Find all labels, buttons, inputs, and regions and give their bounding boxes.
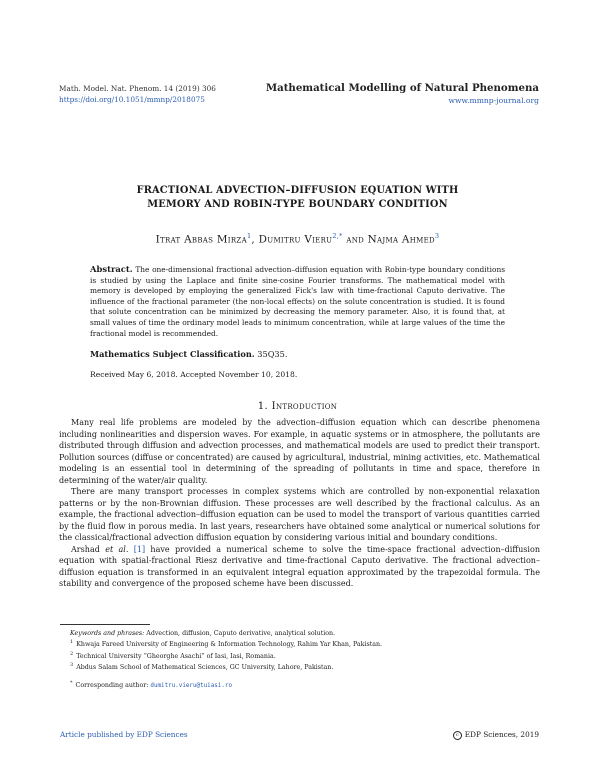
author-2: Dumitru Vieru xyxy=(258,233,333,246)
body-text xyxy=(59,417,540,590)
affiliation-1 xyxy=(70,638,540,650)
affiliation-2-number: 2 xyxy=(70,650,74,657)
keywords-text: Advection, diffusion, Caputo derivative, analytical solution. xyxy=(144,630,336,637)
affiliation-2 xyxy=(70,650,540,662)
corresponding-label: Corresponding author: xyxy=(75,682,151,689)
paragraph-3 xyxy=(59,544,540,590)
footnotes xyxy=(60,629,540,691)
title-line-1: FRACTIONAL ADVECTION–DIFFUSION EQUATION WITH xyxy=(136,185,459,196)
copyright xyxy=(453,730,539,740)
citation: Math. Model. Nat. Phenom. 14 (2019) 306 xyxy=(59,84,216,93)
footnote-rule xyxy=(60,624,150,625)
affiliation-3-text: Abdus Salam School of Mathematical Sciences, GC University, Lahore, Pakistan. xyxy=(76,664,334,672)
author-1-affiliation-ref[interactable]: 1 xyxy=(246,232,252,240)
section-heading: 1. Introduction xyxy=(257,401,338,412)
author-list xyxy=(60,232,535,245)
cited-author: Arshad xyxy=(71,544,106,554)
msc-value: 35Q35. xyxy=(257,349,288,359)
journal-name: Mathematical Modelling of Natural Phenomena xyxy=(265,82,539,94)
journal-website-link[interactable]: www.mmnp-journal.org xyxy=(448,96,539,105)
paper-title xyxy=(60,184,535,212)
affiliation-2-text: Technical University “Gheorghe Asachi” of Iasi, Iasi, Romania. xyxy=(76,653,276,660)
affiliation-3-number: 3 xyxy=(70,662,74,669)
received-dates: Received May 6, 2018. Accepted November 10, 2018. xyxy=(90,370,298,379)
reference-link-1[interactable]: [1] xyxy=(133,544,146,554)
keywords-label: Keywords and phrases: xyxy=(70,630,145,637)
header-journal-block xyxy=(266,82,539,106)
doi-link[interactable]: https://doi.org/10.1051/mmnp/2018075 xyxy=(59,95,205,104)
corresponding-author xyxy=(70,679,540,692)
author-2-affiliation-ref[interactable]: 2,* xyxy=(332,232,343,240)
affiliation-1-number: 1 xyxy=(70,639,74,646)
copyright-icon: c xyxy=(453,731,462,740)
paragraph-3-text: have provided a numerical scheme to solve the time-space fractional advection–diffusion equation with spatial-fractional Riesz derivative and time-fractional Caputo derivative. The fractional advection–diffusion equation is transformed in an equivalent integral equation approximated by the trapezoidal formula. The stability and convergence of the proposed scheme have been discussed. xyxy=(59,544,541,588)
abstract-label: Abstract. xyxy=(90,264,133,274)
copyright-text: EDP Sciences, 2019 xyxy=(464,730,539,739)
corresponding-mark: * xyxy=(70,679,73,686)
author-3-affiliation-ref[interactable]: 3 xyxy=(434,232,440,240)
author-1: Itrat Abbas Mirza xyxy=(155,233,247,246)
paragraph-2: There are many transport processes in complex systems which are controlled by non-exponential relaxation patterns or by the non-Brownian diffusion. These processes are well described by the fractional calculus. As an example, the fractional advection–diffusion equation can be used to model the transport of various quantities carried by the fluid flow in porous media. In last years, researchers have obtained some analytical or numerical solutions for the classical/fractional advection diffusion equation by considering various initial and boundary conditions. xyxy=(59,487,540,542)
publisher-link[interactable]: Article published by EDP Sciences xyxy=(60,730,188,739)
msc-label: Mathematics Subject Classification. xyxy=(90,349,255,359)
paragraph-1: Many real life problems are modeled by the advection–diffusion equation which can describe phenomena including nonlinearities and dispersion waves. For example, in aquatic systems or in atmosphere, the pollutants are distributed through diffusion and advection processes, and mathematical models are used to predict their transport. Pollution sources (diffuse or concentrated) are caused by agricultural, industrial, mining activities, etc. Mathematical modeling is an essential tool in determining of the spreading of pollutants in time and space, therefore in determining of the water/air quality. xyxy=(59,418,540,485)
affiliation-1-text: Khwaja Fareed University of Engineering & Information Technology, Rahim Yar Khan, Pakistan. xyxy=(76,641,383,649)
author-conjunction: and xyxy=(342,233,368,246)
corresponding-email-link[interactable]: dumitru.vieru@tuiasi.ro xyxy=(150,683,232,689)
abstract-text: The one-dimensional fractional advection–diffusion equation with Robin-type boundary conditions is studied by using the Laplace and finite sine-cosine Fourier transforms. The mathematical model with memory is developed by employing the generalized Fick's law with time-fractional Caputo derivative. The influence of the fractional parameter (the non-local effects) on the solute concentration is studied. It is found that solute concentration can be minimized by decreasing the memory parameter. Also, it is found that, at small values of time the ordinary model leads to minimum concentration, while at large values of the time the fractional model is recommended. xyxy=(90,265,505,338)
msc-classification xyxy=(90,349,287,359)
author-3: Najma Ahmed xyxy=(367,233,435,246)
abstract xyxy=(90,264,505,339)
title-line-2: MEMORY AND ROBIN-TYPE BOUNDARY CONDITION xyxy=(147,199,448,210)
et-al: et al. xyxy=(105,544,129,554)
header-citation-block xyxy=(59,83,216,105)
affiliation-3 xyxy=(70,661,540,673)
keywords xyxy=(70,629,540,638)
author-separator: , xyxy=(251,233,259,246)
